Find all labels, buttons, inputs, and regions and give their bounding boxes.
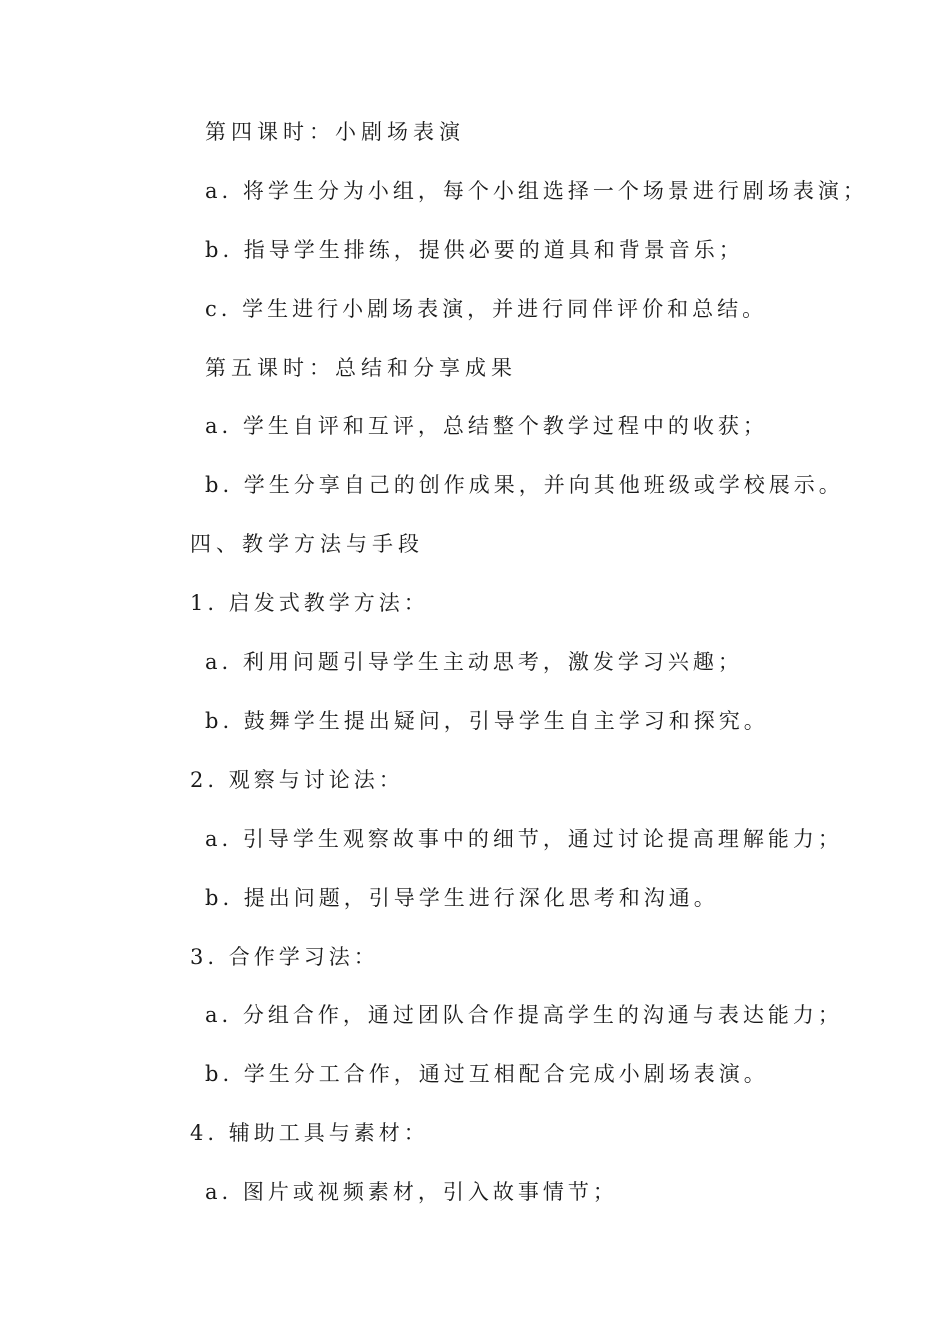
method-four-item-a: a. 图片或视频素材，引入故事情节； — [205, 1180, 618, 1204]
method-three-heading: 3. 合作学习法： — [190, 945, 379, 969]
method-one-item-b: b. 鼓舞学生提出疑问，引导学生自主学习和探究。 — [205, 709, 769, 733]
method-two-heading: 2. 观察与讨论法： — [190, 768, 404, 792]
method-three-item-a: a. 分组合作，通过团队合作提高学生的沟通与表达能力； — [205, 1003, 843, 1027]
lesson-four-heading: 第四课时：小剧场表演 — [205, 120, 465, 144]
method-two-item-a: a. 引导学生观察故事中的细节，通过讨论提高理解能力； — [205, 827, 843, 851]
method-two-item-b: b. 提出问题，引导学生进行深化思考和沟通。 — [205, 886, 719, 910]
section-four-heading: 四、教学方法与手段 — [190, 532, 424, 556]
lesson-four-item-c: c. 学生进行小剧场表演，并进行同伴评价和总结。 — [205, 297, 768, 321]
method-four-heading: 4. 辅助工具与素材： — [190, 1121, 429, 1145]
lesson-five-item-a: a. 学生自评和互评，总结整个教学过程中的收获； — [205, 414, 768, 438]
lesson-five-item-b: b. 学生分享自己的创作成果，并向其他班级或学校展示。 — [205, 473, 844, 497]
method-three-item-b: b. 学生分工合作，通过互相配合完成小剧场表演。 — [205, 1062, 769, 1086]
lesson-five-heading: 第五课时：总结和分享成果 — [205, 356, 517, 380]
lesson-four-item-a: a. 将学生分为小组，每个小组选择一个场景进行剧场表演； — [205, 179, 868, 203]
method-one-item-a: a. 利用问题引导学生主动思考，激发学习兴趣； — [205, 650, 743, 674]
method-one-heading: 1. 启发式教学方法： — [190, 591, 429, 615]
lesson-four-item-b: b. 指导学生排练，提供必要的道具和背景音乐； — [205, 238, 744, 262]
